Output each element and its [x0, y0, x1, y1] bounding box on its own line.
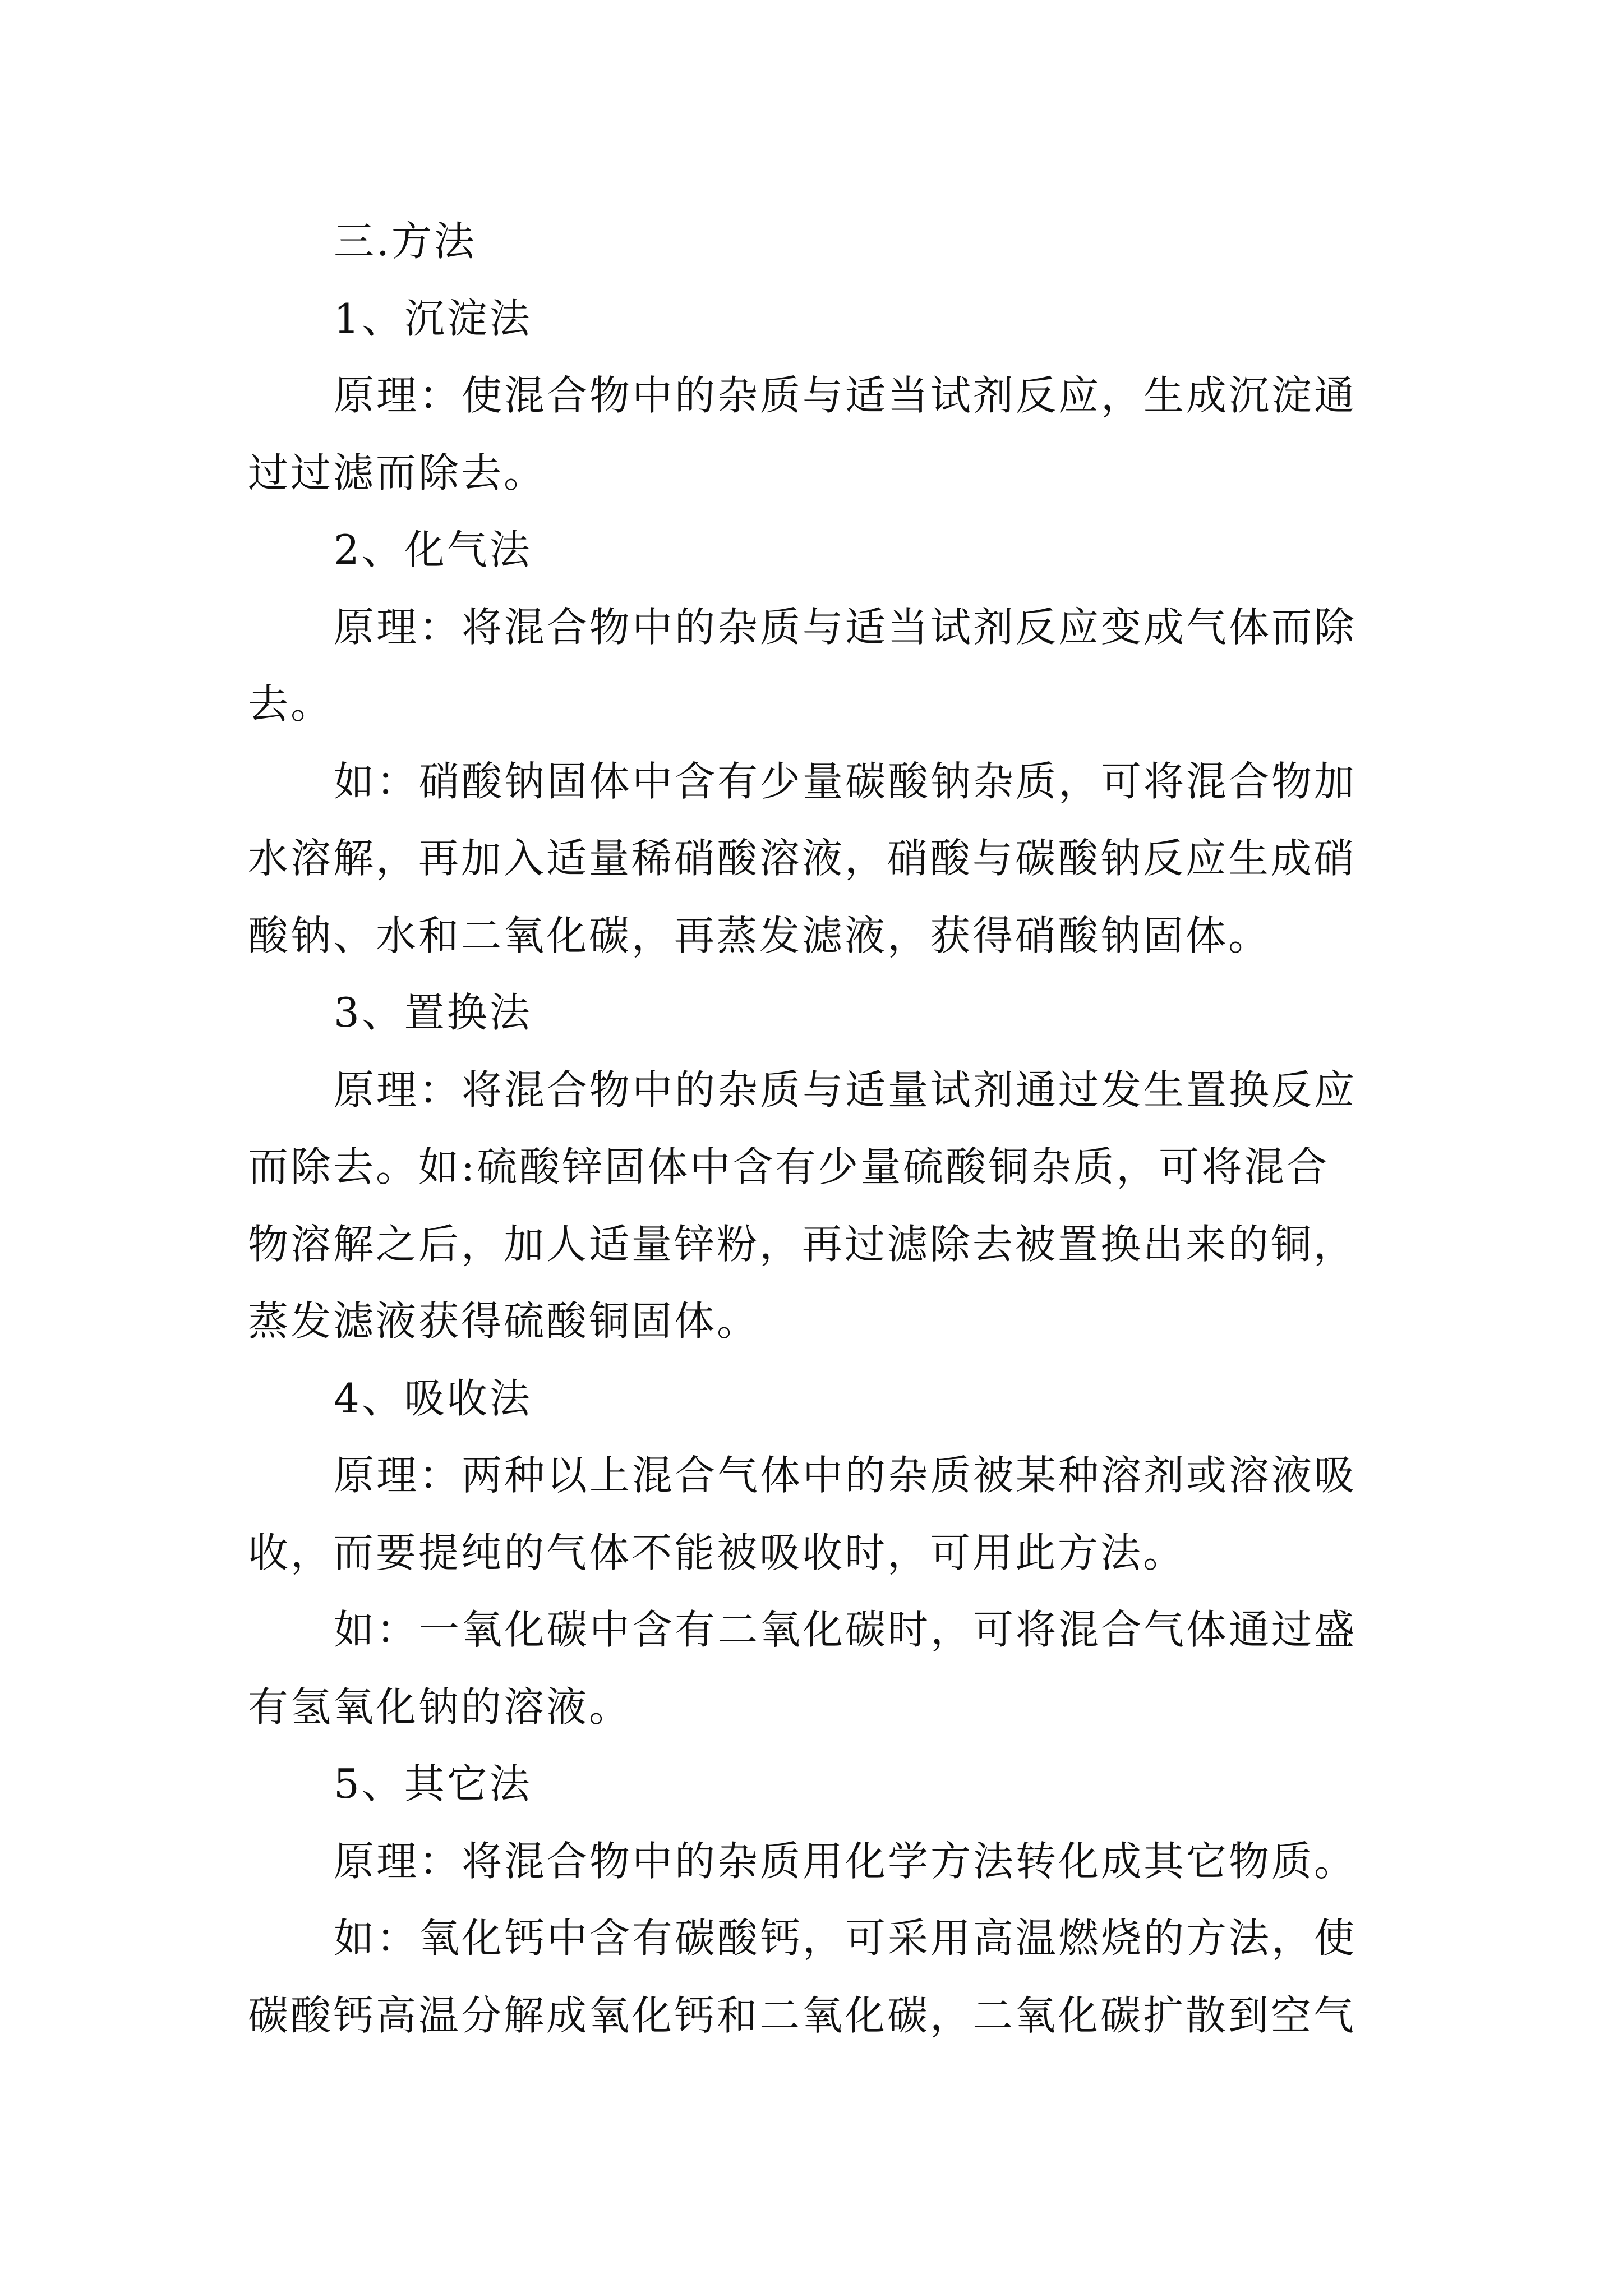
- paragraph-line: 物溶解之后，加人适量锌粉，再过滤除去被置换出来的铜，: [248, 1221, 1357, 1268]
- paragraph-line: 原理：将混合物中的杂质用化学方法转化成其它物质。: [334, 1838, 1357, 1885]
- paragraph-line: 蒸发滤液获得硫酸铜固体。: [248, 1297, 760, 1345]
- paragraph-line: 如：一氧化碳中含有二氧化碳时，可将混合气体通过盛: [334, 1606, 1357, 1653]
- paragraph-line: 过过滤而除去。: [248, 449, 547, 496]
- paragraph-line: 如：硝酸钠固体中含有少量碳酸钠杂质，可将混合物加: [334, 758, 1357, 805]
- paragraph-line: 原理：将混合物中的杂质与适量试剂通过发生置换反应: [334, 1066, 1357, 1114]
- method-heading: 5、其它法: [334, 1760, 532, 1807]
- paragraph-line: 原理：使混合物中的杂质与适当试剂反应，生成沉淀通: [334, 372, 1357, 419]
- paragraph-line: 如：氧化钙中含有碳酸钙，可采用高温燃烧的方法，使: [334, 1915, 1357, 1962]
- paragraph-line: 原理：将混合物中的杂质与适当试剂反应变成气体而除: [334, 604, 1357, 651]
- paragraph-line: 而除去。如:硫酸锌固体中含有少量硫酸铜杂质，可将混合: [248, 1143, 1330, 1190]
- method-heading: 3、置换法: [334, 989, 532, 1036]
- paragraph-line: 碳酸钙高温分解成氧化钙和二氧化碳，二氧化碳扩散到空气: [248, 1992, 1357, 2039]
- paragraph-line: 有氢氧化钠的溶液。: [248, 1683, 632, 1731]
- paragraph-line: 酸钠、水和二氧化碳，再蒸发滤液，获得硝酸钠固体。: [248, 912, 1271, 959]
- paragraph-line: 原理：两种以上混合气体中的杂质被某种溶剂或溶液吸: [334, 1452, 1357, 1499]
- method-heading: 4、吸收法: [334, 1375, 532, 1422]
- paragraph-line: 去。: [248, 680, 334, 728]
- section-heading: 三.方法: [334, 218, 477, 265]
- paragraph-line: 水溶解，再加入适量稀硝酸溶液，硝酸与碳酸钠反应生成硝: [248, 835, 1357, 882]
- method-heading: 1、沉淀法: [334, 295, 532, 342]
- paragraph-line: 收，而要提纯的气体不能被吸收时，可用此方法。: [248, 1529, 1186, 1576]
- method-heading: 2、化气法: [334, 526, 532, 573]
